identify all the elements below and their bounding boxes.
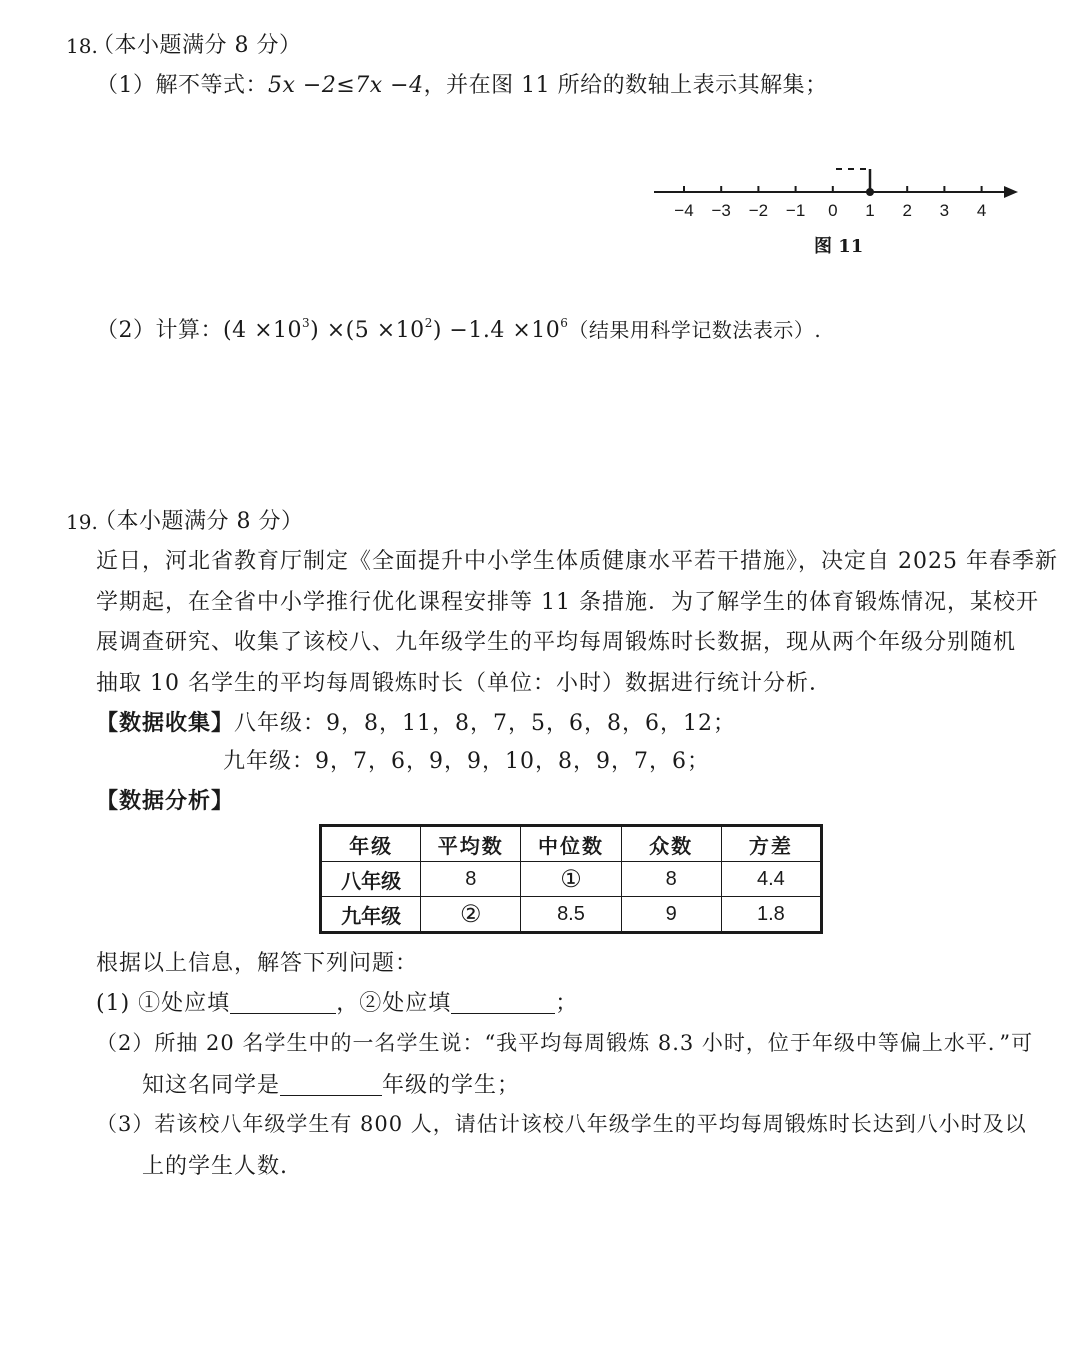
solution-endpoint-dot <box>866 188 874 196</box>
grade9-values: 9，7，6，9，9，10，8，9，7，6； <box>315 749 710 774</box>
number-line-tick-label: −4 <box>674 201 694 220</box>
table-cell: 4.4 <box>721 862 821 897</box>
q19-sub1-label: (1) <box>96 991 131 1016</box>
q18-number: 18. <box>66 34 98 58</box>
data-collection-grade9 <box>223 744 710 775</box>
q18-inequality: 5x −2≤7x −4 <box>268 73 424 98</box>
q18-exp-c: 6 <box>560 316 569 330</box>
grade8-label: 八年级： <box>234 711 327 736</box>
table-cell: ① <box>521 862 621 897</box>
number-line-arrow <box>1004 186 1018 198</box>
table-header-cell: 中位数 <box>521 826 621 862</box>
number-line-tick-label: 1 <box>865 201 875 220</box>
statistics-table <box>319 824 823 934</box>
q18-expr-b: ) ×(5 ×10 <box>310 318 425 343</box>
table-cell: 9 <box>621 897 721 933</box>
q19-sub1 <box>96 986 578 1017</box>
q19-sub2-line2 <box>142 1068 520 1099</box>
answer-blank-3[interactable] <box>280 1073 382 1096</box>
table-cell: 八年级 <box>321 862 421 897</box>
number-line-tick-label: −3 <box>711 201 731 220</box>
number-line-tick-label: −1 <box>785 201 806 220</box>
q18-exp-a: 3 <box>302 316 311 330</box>
q19-sub2-text: 所抽 20 名学生中的一名学生说：“我平均每周锻炼 8.3 小时，位于年级中等偏上水平．”可 <box>154 1031 1034 1055</box>
table-row <box>321 897 822 933</box>
q19-sub3-text: 若该校八年级学生有 800 人，请估计该校八年级学生的平均每周锻炼时长达到八小时及以 <box>154 1112 1027 1136</box>
table-cell: 九年级 <box>321 897 421 933</box>
answer-blank-2[interactable] <box>451 991 555 1014</box>
q19-sub2-line1 <box>96 1027 1033 1057</box>
grade9-label: 九年级： <box>223 749 316 774</box>
q18-expr-c: ) −1.4 ×10 <box>432 318 561 343</box>
table-cell: 1.8 <box>721 897 821 933</box>
data-collection-label: 【数据收集】 <box>96 710 235 736</box>
number-line-figure <box>640 150 1040 230</box>
q19-sub3-line1 <box>96 1108 1027 1138</box>
number-line-tick-label: −2 <box>748 201 769 220</box>
number-line-tick-label: 0 <box>828 201 838 220</box>
q19-sub1-end: ； <box>555 991 579 1016</box>
q19-sub3-line2: 上的学生人数. <box>142 1154 288 1179</box>
q19-prompt: 根据以上信息，解答下列问题： <box>96 951 419 976</box>
table-cell: 8 <box>621 862 721 897</box>
q19-sub2-label: （2） <box>96 1031 155 1055</box>
data-collection-grade8 <box>96 706 736 737</box>
answer-blank-1[interactable] <box>230 991 336 1014</box>
q18-part2-label: （2） <box>96 318 156 343</box>
q18-expr-a: (4 ×10 <box>223 318 303 343</box>
grade8-values: 9，8，11，8，7，5，6，8，6，12； <box>326 711 736 736</box>
q19-sub2-line2-before: 知这名同学是 <box>142 1073 281 1098</box>
table-header-cell: 方差 <box>721 826 821 862</box>
q19-sub1-part1: ①处应填 <box>138 991 231 1016</box>
q19-intro-line-4: 抽取 10 名学生的平均每周锻炼时长（单位：小时）数据进行统计分析． <box>96 671 832 696</box>
data-analysis-label: 【数据分析】 <box>96 788 235 814</box>
q18-part1-text-after: ，并在图 11 所给的数轴上表示其解集； <box>423 73 828 98</box>
q18-part2 <box>96 313 821 344</box>
q19-intro-line-2: 学期起，在全省中小学推行优化课程安排等 11 条措施．为了解学生的体育锻炼情况，某校开 <box>96 590 1039 615</box>
table-cell: 8.5 <box>521 897 621 933</box>
q18-part2-text-after: （结果用科学记数法表示）. <box>568 318 822 342</box>
q19-header: （本小题满分 8 分） <box>94 509 304 534</box>
q19-sub2-line2-after: 年级的学生； <box>382 1073 521 1098</box>
number-line-tick-label: 3 <box>939 201 950 220</box>
table-header-cell: 众数 <box>621 826 721 862</box>
q18-part1-text-before: 解不等式： <box>155 73 269 98</box>
q19-number: 19. <box>66 510 98 534</box>
table-header-cell: 平均数 <box>421 826 521 862</box>
q19-sub3-label: （3） <box>96 1112 155 1136</box>
number-line-tick-label: 2 <box>902 201 912 220</box>
q18-part1 <box>96 68 828 99</box>
q18-header: （本小题满分 8 分） <box>92 33 302 58</box>
figure-caption: 图 11 <box>814 236 864 257</box>
q18-exp-b: 2 <box>424 316 433 330</box>
table-cell: 8 <box>421 862 521 897</box>
table-header-row <box>321 826 822 862</box>
number-line-tick-label: 4 <box>976 201 987 220</box>
q18-part1-label: （1） <box>96 73 156 98</box>
q19-intro-line-3: 展调查研究、收集了该校八、九年级学生的平均每周锻炼时长数据，现从两个年级分别随机 <box>96 630 1017 655</box>
table-header-cell: 年级 <box>321 826 421 862</box>
table-cell: ② <box>421 897 521 933</box>
q19-sub1-part2: ，②处应填 <box>336 991 452 1016</box>
q19-intro-line-1: 近日，河北省教育厅制定《全面提升中小学生体质健康水平若干措施》，决定自 2025 年春季新 <box>96 549 1058 574</box>
table-row <box>321 862 822 897</box>
q18-part2-text-before: 计算： <box>155 318 224 343</box>
